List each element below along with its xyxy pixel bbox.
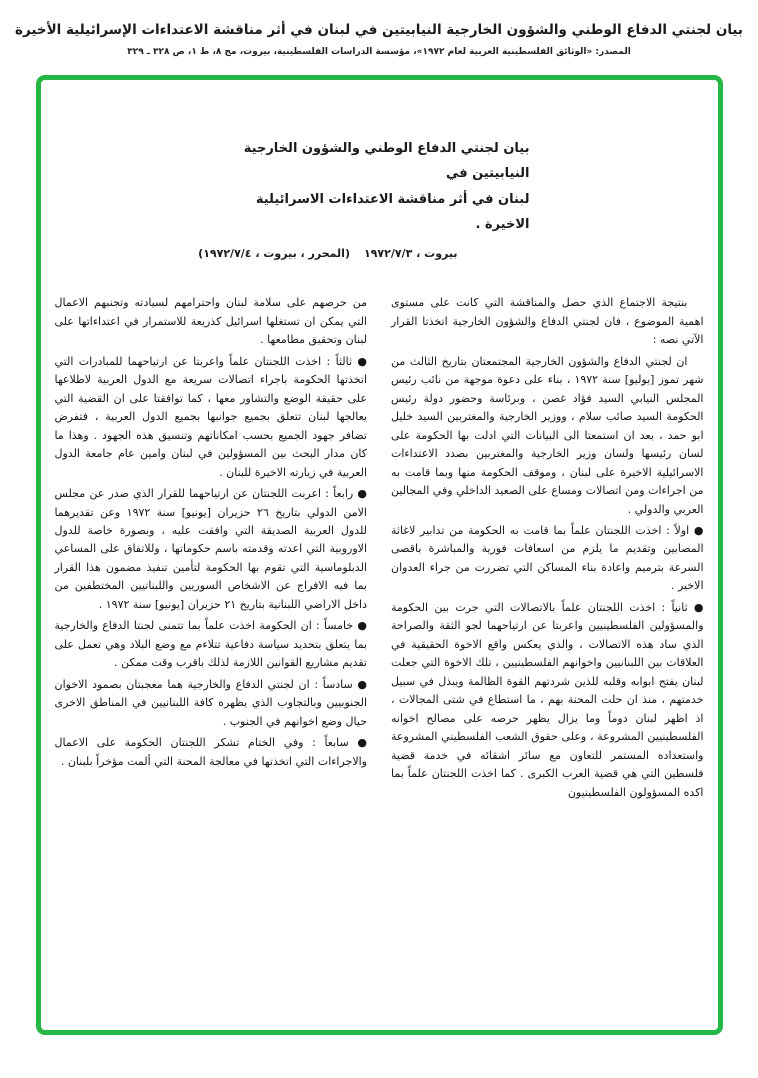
page-header (0, 0, 758, 57)
document-dateline (198, 247, 458, 261)
column-left (55, 294, 368, 805)
page-title: بيان لجنتي الدفاع الوطني والشؤون الخارجية النيابيتين في لبنان في أثر مناقشة الاعتداءات الإسرائيلية الأخيرة (14, 22, 744, 38)
column-right (391, 294, 704, 805)
document-paragraph: بنتيجة الاجتماع الذي حصل والمناقشة التي كانت على مستوى اهمية الموضوع ، فان لجنتي الدفاع والشؤون الخارجية اتخذتا القرار الآتي نصه : (391, 296, 704, 347)
document-body (55, 136, 704, 805)
document-paragraph-item-1: ● اولاً : اخذت اللجنتان علماً بما قامت به الحكومة من تدابير لاغاثة المصابين وتقديم ما يلزم من اسعافات فورية والمباشرة باقصى السرعة بترميم واعادة بناء المساكن التي تضررت من جراء العدوان الاخير . (391, 524, 704, 593)
document-paragraph-item-5: ● خامساً : ان الحكومة اخذت علماً بما تتمنى لجنتا الدفاع والخارجية بما يتعلق بتحديد سياسة دفاعية تتلاءم مع وضع البلاد وهي تعمل على تقديم مشاريع القوانين اللازمة لذلك باقرب وقت ممكن . (54, 619, 367, 670)
document-paragraph: ان لجنتي الدفاع والشؤون الخارجية المجتمعتان بتاريخ الثالث من شهر تموز [يوليو] سنة ١٩٧٢ ، بناء على دعوة موجهة من نائب رئيس المجلس النيابي السيد فؤاد غصن ، وبرئاسة وحضور دولة رئيس الحكومة السيد صائب سلام ، ووزير الخارجية والمغتربين السيد خليل ابو حمد ، بعد ان استمعتا الى البيانات التي ادلت بها الحكومة على لسان رئيسها ولسان وزير الخارجية والمغتربين بصدد الاعتداءات الاسرائيلية الاخيرة على لبنان ، وموقف الحكومة منها وبما قامت به من اجراءات ومن اتصالات ومساع على الصعيد الداخلي وفي المجالين العربي والدولي . (391, 354, 704, 516)
document-title (228, 136, 530, 237)
document-paragraph-item-6: ● سادساً : ان لجنتي الدفاع والخارجية هما معجبتان بصمود الاخوان الجنوبيين وبالتجاوب الذي يظهره كافة اللبنانيين في المناطق الاخرى حيال وضع اخوانهم في الجنوب . (54, 677, 367, 728)
document-paragraph-item-4: ● رابعاً : اعربت اللجنتان عن ارتياحهما للقرار الذي صدر عن مجلس الامن الدولي بتاريخ ٢٦ حزيران [يونيو] سنة ١٩٧٢ وعن تقديرهما للدول العربية الصديقة التي وافقت عليه ، وبصورة خاصة للدول الاوروبية التي اعدته وقدمته باسم حكوماتها ، وللاتفاق على المساعي الدبلوماسية التي تقوم بها الحكومة لتأمين تنفيذ مضمون هذا القرار بما فيه الافراج عن الاشخاص السوريين واللبنانيين المختطفين من داخل الاراضي اللبنانية بتاريخ ٢١ حزيران [يونيو] سنة ١٩٧٢ . (54, 487, 367, 611)
source-citation: المصدر: «الوثائق الفلسطينية العربية لعام ١٩٧٢»، مؤسسة الدراسات الفلسطينية، بيروت، مج ٨، ط ١، ص ٣٢٨ ـ ٣٢٩ (127, 47, 631, 57)
document-paragraph-item-7: ● سابعاً : وفي الختام تشكر اللجنتان الحكومة على الاعمال والاجراءات التي اتخذتها في معالجة المحنة التي ألمت مؤخراً بلبنان . (54, 736, 367, 768)
dateline-place-date: بيروت ، ١٩٧٢/٧/٣ (363, 247, 458, 261)
document-paragraph: من حرصهم على سلامة لبنان واحترامهم لسيادته وتجنبهم الاعمال التي يمكن ان تستغلها اسرائيل كذريعة للاستمرار في اعتداءاتها على لبنان وتحقيق مطامعها . (54, 296, 367, 347)
document-title-line-2: لبنان في أثر مناقشة الاعتداءات الاسرائيلية الاخيرة . (255, 191, 530, 233)
document-frame (36, 75, 723, 1035)
document-paragraph-item-3: ● ثالثاً : اخذت اللجنتان علماً واعربتا عن ارتياحهما للمبادرات التي اتخذتها الحكومة باجراء اتصالات سريعة مع الدول العربية لاطلاعها على حقيقة الوضع والتشاور معها ، كما توافقتا على ان القضية التي يعالجها لبنان تتعلق بجميع جوانبها بجميع الدول العربية ، فتفرض تضافر جهود الجميع بحسب امكاناتهم وتنسيق هذه الجهود . وهذا ما كان مدار البحث بين المسؤولين في لبنان وامين عام جامعة الدول العربية في زيارته الاخيرة للبنان . (54, 354, 367, 479)
document-title-line-1: بيان لجنتي الدفاع الوطني والشؤون الخارجية النيابيتين في (243, 141, 530, 182)
document-paragraph-item-2: ● ثانياً : اخذت اللجنتان علماً بالاتصالات التي جرت بين الحكومة والمسؤولين الفلسطينيين واعربتا عن ارتياحهما لجو الثقة والصراحة الذي ساد هذه الاتصالات ، والذي يعكس واقع الاخوة الحقيقية في العلاقات بين اللبنانيين واخوانهم الفلسطينيين ، تلك الاخوة التي جعلت لبنان يفتح ابوابه وقلبه للذين شردتهم القوة الظالمة ويبذل في سبيل خدمتهم ، منذ ان حلت المحنة بهم ، ما استطاع في شتى المجالات ، اذ اظهر لبنان دوماً وما يزال يظهر حرصه على مصالح اخوانه الفلسطينيين المشروعة ، وعلى حقوق الشعب الفلسطيني المشروعة واستعداده المستمر للتعاون مع سائر اشقائه في خدمة قضية فلسطين التي هي قضية العرب الكبرى . كما اخذت اللجنتان علماً بما اكده المسؤولون الفلسطينيون (391, 600, 704, 799)
document-columns (55, 294, 704, 805)
dateline-publication-note: (المحرر ، بيروت ، ١٩٧٢/٧/٤) (198, 247, 350, 261)
